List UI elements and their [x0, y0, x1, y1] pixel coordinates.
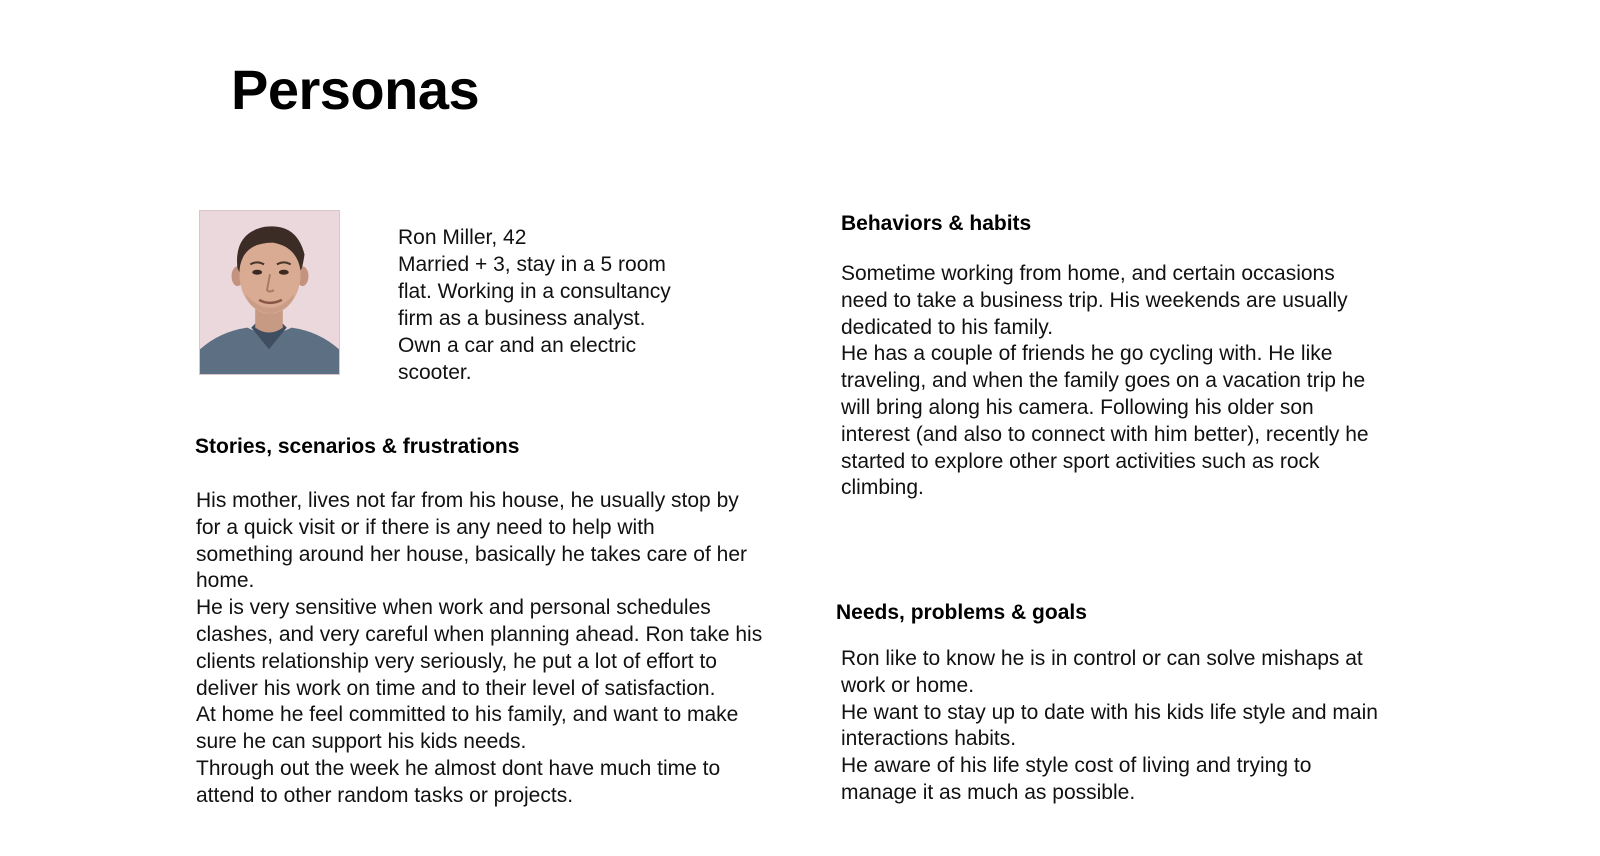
text-line: something around her house, basically he takes care of her: [196, 542, 747, 566]
text-line: deliver his work on time and to their level of satisfaction.: [196, 676, 716, 700]
persona-bio: [398, 224, 718, 386]
text-line: for a quick visit or if there is any need to help with: [196, 515, 655, 539]
bio-line: scooter.: [398, 361, 472, 384]
text-line: home.: [196, 569, 255, 593]
page-title: Personas: [231, 58, 480, 121]
text-line: attend to other random tasks or projects.: [196, 783, 574, 807]
needs-text: [841, 646, 1441, 807]
behaviors-text: [841, 261, 1441, 502]
text-line: interactions habits.: [841, 727, 1017, 751]
text-line: will bring along his camera. Following his older son: [841, 395, 1314, 419]
text-line: manage it as much as possible.: [841, 780, 1136, 804]
text-line: need to take a business trip. His weekends are usually: [841, 288, 1348, 312]
stories-heading: Stories, scenarios & frustrations: [195, 435, 520, 458]
text-line: traveling, and when the family goes on a vacation trip he: [841, 369, 1366, 393]
text-line: Sometime working from home, and certain occasions: [841, 262, 1335, 285]
needs-heading: Needs, problems & goals: [836, 601, 1087, 624]
text-line: clashes, and very careful when planning ahead. Ron take his: [196, 622, 763, 646]
text-line: He want to stay up to date with his kids life style and main: [841, 700, 1378, 724]
bio-line: firm as a business analyst.: [398, 307, 646, 330]
persona-photo: [199, 210, 340, 375]
bio-line: Married + 3, stay in a 5 room: [398, 253, 666, 276]
text-line: He is very sensitive when work and personal schedules: [196, 596, 711, 620]
text-line: climbing.: [841, 476, 924, 500]
text-line: started to explore other sport activities such as rock: [841, 449, 1320, 473]
bio-line: Own a car and an electric: [398, 334, 637, 357]
text-line: dedicated to his family.: [841, 315, 1054, 339]
text-line: interest (and also to connect with him better), recently he: [841, 422, 1369, 446]
text-line: Through out the week he almost dont have much time to: [196, 756, 721, 780]
bio-line: flat. Working in a consultancy: [398, 280, 671, 303]
text-line: His mother, lives not far from his house, he usually stop by: [196, 489, 739, 512]
text-line: At home he feel committed to his family, and want to make: [196, 703, 739, 727]
text-line: sure he can support his kids needs.: [196, 730, 527, 754]
text-line: Ron like to know he is in control or can solve mishaps at: [841, 647, 1363, 670]
text-line: work or home.: [841, 673, 975, 697]
text-line: clients relationship very seriously, he put a lot of effort to: [196, 649, 717, 673]
stories-text: [196, 488, 806, 810]
text-line: He has a couple of friends he go cycling with. He like: [841, 342, 1333, 366]
portrait-photo-icon: [200, 211, 339, 374]
bio-line: Ron Miller, 42: [398, 226, 527, 249]
text-line: He aware of his life style cost of living and trying to: [841, 754, 1312, 778]
behaviors-heading: Behaviors & habits: [841, 212, 1032, 235]
